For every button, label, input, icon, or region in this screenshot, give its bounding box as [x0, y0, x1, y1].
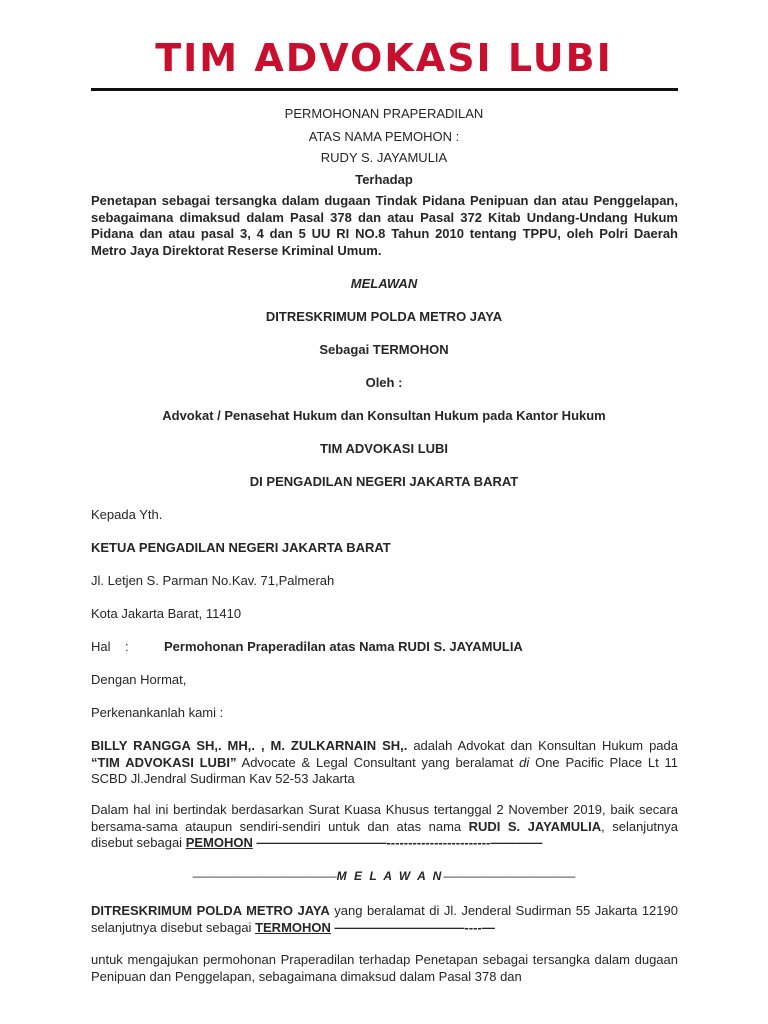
- respondent-name-inline: DITRESKRIMUM POLDA METRO JAYA: [91, 903, 330, 918]
- divider-left: ————————————: [192, 869, 337, 883]
- address-street: Jl. Letjen S. Parman No.Kav. 71,Palmerah: [91, 573, 335, 588]
- para2-text-2: , baik secara bersama-sama ataupun sendiri-sendiri untuk dan atas nama: [91, 802, 679, 834]
- firm-description: Advokat / Penasehat Hukum dan Konsultan Hukum pada Kantor Hukum: [162, 408, 606, 423]
- subject-label: Hal :: [91, 639, 129, 654]
- address-city: Kota Jakarta Barat, 11410: [91, 606, 242, 621]
- divider-label: M E L A W A N: [336, 869, 444, 883]
- heading-against-label: Terhadap: [355, 172, 413, 187]
- versus-label: MELAWAN: [350, 276, 418, 291]
- para1-text-1: adalah Advokat dan Konsultan Hukum pada: [407, 738, 678, 753]
- paragraph-petition-purpose: untuk mengajukan permohonan Praperadilan terhadap Penetapan sebagai tersangka dalam dugaan Penipuan dan Penggelapan, sebagaimana dimaksud dalam Pasal 378 dan: [91, 952, 678, 984]
- petitioner-role: PEMOHON: [185, 835, 253, 850]
- heading-on-behalf: ATAS NAMA PEMOHON :: [308, 129, 460, 144]
- greeting: Dengan Hormat,: [91, 672, 187, 687]
- paragraph-counsel: [91, 738, 678, 788]
- versus-divider: [0, 869, 768, 883]
- court-name: DI PENGADILAN NEGERI JAKARTA BARAT: [249, 474, 519, 489]
- firm-quoted: “TIM ADVOKASI LUBI”: [91, 754, 237, 770]
- para1-text-2: Advocate & Legal Consultant yang: [236, 754, 456, 770]
- respondent-name: DITRESKRIMUM POLDA METRO JAYA: [265, 309, 503, 324]
- intro: Perkenankanlah kami :: [91, 705, 224, 720]
- para1-text-3: beralamat: [455, 754, 520, 770]
- heading-petition: PERMOHONAN PRAPERADILAN: [284, 106, 484, 121]
- respondent-role-inline: TERMOHON: [255, 919, 331, 935]
- respondent-role: Sebagai TERMOHON: [319, 342, 449, 357]
- para3-text-1: yang beralamat di Jl. Jenderal Sudirman 55 Jakarta 12190 selanjutnya disebut sebagai: [91, 903, 678, 935]
- para1-di: di: [519, 754, 530, 770]
- para2-text-1: Dalam hal ini bertindak berdasarkan Surat Kuasa Khusus tertanggal: [91, 802, 497, 817]
- paragraph-respondent: [91, 903, 678, 936]
- letterhead-rule: [91, 88, 678, 91]
- firm-name: TIM ADVOKASI LUBI: [319, 441, 449, 456]
- address-recipient: KETUA PENGADILAN NEGERI JAKARTA BARAT: [91, 540, 391, 555]
- para2-dashes: ——————————------------------------————: [252, 835, 543, 850]
- subject-value: Permohonan Praperadilan atas Nama RUDI S. JAYAMULIA: [164, 639, 523, 654]
- para3-dashes: ——————————----—: [330, 919, 495, 935]
- paragraph-power-of-attorney: [91, 802, 678, 852]
- by-label: Oleh :: [365, 375, 403, 390]
- address-to: Kepada Yth.: [91, 507, 163, 522]
- case-summary: Penetapan sebagai tersangka dalam dugaan Tindak Pidana Penipuan dan atau Penggelapan, sebagaimana dimaksud dalam Pasal 378 dan atau Pasal 372 Kitab Undang-Undang Hukum Pidana dan atau pasal 3, 4 dan 5 UU RI NO.8 Tahun 2010 tentang TPPU, oleh Polri Daerah Metro Jaya Direktorat Reserse Kriminal Umum.: [91, 193, 678, 258]
- heading-petitioner-name: RUDY S. JAYAMULIA: [320, 150, 448, 165]
- counsel-names: BILLY RANGGA SH,. MH,. , M. ZULKARNAIN SH,.: [91, 738, 408, 753]
- para1-text-4: One Pacific Place Lt 11 SCBD Jl.Jendral Sudirman Kav 52-53 Jakarta: [91, 754, 678, 786]
- para2-text-3: , selanjutnya disebut sebagai: [91, 818, 678, 850]
- attorney-date: 2 November 2019: [496, 802, 603, 817]
- firm-letterhead-title: TIM ADVOKASI LUBI: [155, 36, 613, 80]
- petitioner-name: RUDI S. JAYAMULIA: [468, 818, 602, 834]
- divider-right: ———————————: [443, 869, 576, 883]
